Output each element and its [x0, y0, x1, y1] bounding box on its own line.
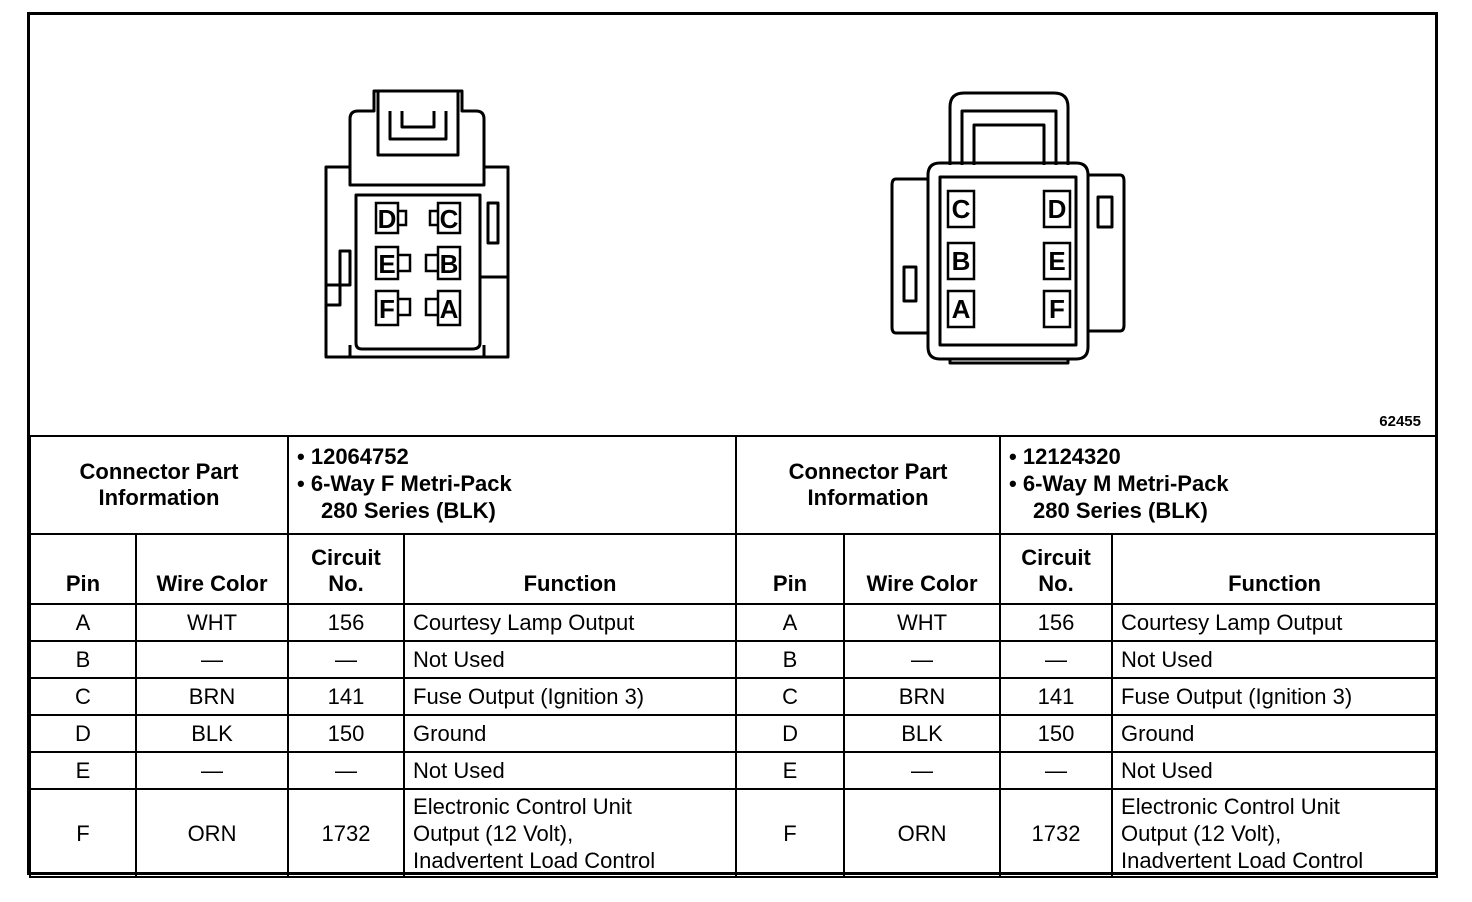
function-line: Electronic Control Unit — [1121, 793, 1340, 819]
connector-illustrations — [30, 15, 1435, 435]
pin-letter: B — [951, 246, 971, 276]
wire-color-cell: WHT — [136, 604, 288, 641]
connector-diagram-frame — [27, 12, 1438, 875]
column-header-row — [30, 534, 1437, 604]
male-pin-cavity — [948, 191, 974, 227]
pin-letter: B — [439, 249, 459, 279]
circuit-cell: 1732 — [288, 789, 404, 877]
description-line: 6-Way M Metri-Pack — [1022, 471, 1229, 496]
header-circuit-line2: No. — [1038, 571, 1074, 596]
wire-color-cell: ORN — [844, 789, 1000, 877]
wire-color-cell: ORN — [136, 789, 288, 877]
connector-description: • 6-Way M Metri-Pack — [1009, 471, 1229, 496]
header-wire-color: Wire Color — [844, 534, 1000, 604]
female-connector-drawing — [326, 91, 508, 357]
wire-color-cell: BLK — [844, 715, 1000, 752]
wire-color-cell: — — [136, 752, 288, 789]
pin-cell: A — [30, 604, 136, 641]
circuit-cell: 141 — [288, 678, 404, 715]
pin-letter: A — [439, 294, 459, 324]
pin-cell: F — [736, 789, 844, 877]
header-wire-color: Wire Color — [136, 534, 288, 604]
circuit-cell: — — [288, 641, 404, 678]
part-number: • 12064752 — [297, 444, 409, 469]
description-line: 280 Series (BLK) — [1033, 498, 1208, 523]
table-row — [30, 789, 1437, 877]
pin-letter: C — [439, 204, 459, 234]
circuit-cell: 141 — [1000, 678, 1112, 715]
header-function: Function — [1112, 534, 1437, 604]
connector-info-value — [1000, 436, 1437, 534]
header-pin: Pin — [30, 534, 136, 604]
header-circuit-line1: Circuit — [311, 545, 381, 570]
wire-color-cell: BRN — [844, 678, 1000, 715]
function-cell: Fuse Output (Ignition 3) — [1112, 678, 1437, 715]
wire-color-cell: — — [844, 641, 1000, 678]
function-cell: Ground — [1112, 715, 1437, 752]
table-row — [30, 752, 1437, 789]
pin-cell: C — [30, 678, 136, 715]
circuit-cell: — — [1000, 752, 1112, 789]
function-cell: Courtesy Lamp Output — [404, 604, 736, 641]
connector-info-label: Connector Part Information — [30, 436, 288, 534]
female-pin-cavity — [430, 203, 460, 234]
header-circuit — [1000, 534, 1112, 604]
pin-letter: F — [1049, 294, 1065, 324]
pin-cell: D — [30, 715, 136, 752]
wire-color-cell: BLK — [136, 715, 288, 752]
male-pin-cavity — [1044, 191, 1070, 227]
description-line: 280 Series (BLK) — [321, 498, 496, 523]
pin-cell: D — [736, 715, 844, 752]
function-cell — [404, 789, 736, 877]
function-cell: Ground — [404, 715, 736, 752]
function-cell — [1112, 789, 1437, 877]
male-pin-cavity — [1044, 243, 1070, 279]
connector-description: • 6-Way F Metri-Pack — [297, 471, 512, 496]
table-row — [30, 678, 1437, 715]
header-circuit-line2: No. — [328, 571, 364, 596]
female-pin-cavity — [376, 247, 410, 279]
part-number-text: 12124320 — [1022, 444, 1121, 469]
female-pin-cavity — [426, 291, 460, 325]
circuit-cell: — — [288, 752, 404, 789]
pin-cell: B — [736, 641, 844, 678]
connector-info-label: Connector Part Information — [736, 436, 1000, 534]
pin-cell: B — [30, 641, 136, 678]
male-pin-cavity — [948, 243, 974, 279]
pin-cell: E — [736, 752, 844, 789]
header-circuit — [288, 534, 404, 604]
wire-color-cell: BRN — [136, 678, 288, 715]
wire-color-cell: WHT — [844, 604, 1000, 641]
female-pin-cavity — [426, 247, 460, 279]
function-cell: Not Used — [1112, 641, 1437, 678]
connector-info-row — [30, 436, 1437, 534]
function-cell: Not Used — [404, 641, 736, 678]
header-circuit-line1: Circuit — [1021, 545, 1091, 570]
pin-letter: F — [379, 294, 395, 324]
function-line: Electronic Control Unit — [413, 793, 632, 819]
connector-info-value — [288, 436, 736, 534]
pin-letter: E — [1048, 246, 1066, 276]
pin-cell: E — [30, 752, 136, 789]
function-cell: Not Used — [1112, 752, 1437, 789]
pin-cell: F — [30, 789, 136, 877]
function-line: Output (12 Volt), — [1121, 820, 1282, 846]
circuit-cell: 1732 — [1000, 789, 1112, 877]
pin-letter: D — [377, 204, 397, 234]
reference-number: 62455 — [1379, 413, 1421, 430]
circuit-cell: 150 — [288, 715, 404, 752]
header-function: Function — [404, 534, 736, 604]
table-row — [30, 604, 1437, 641]
function-cell: Not Used — [404, 752, 736, 789]
male-connector-drawing — [892, 93, 1124, 363]
function-line: Inadvertent Load Control — [1121, 847, 1364, 873]
pin-letter: C — [951, 194, 971, 224]
circuit-cell: 156 — [288, 604, 404, 641]
function-line: Output (12 Volt), — [413, 820, 574, 846]
pin-cell: C — [736, 678, 844, 715]
pin-letter: D — [1047, 194, 1067, 224]
pin-letter: E — [378, 249, 396, 279]
male-pin-cavity — [1044, 291, 1070, 327]
connector-illustration-area — [30, 15, 1435, 435]
circuit-cell: 150 — [1000, 715, 1112, 752]
table-row — [30, 715, 1437, 752]
function-cell: Courtesy Lamp Output — [1112, 604, 1437, 641]
description-line: 6-Way F Metri-Pack — [310, 471, 512, 496]
connector-pinout-table — [29, 435, 1438, 878]
wire-color-cell: — — [844, 752, 1000, 789]
part-number-text: 12064752 — [310, 444, 409, 469]
part-number: • 12124320 — [1009, 444, 1121, 469]
header-pin: Pin — [736, 534, 844, 604]
female-pin-cavity — [376, 203, 406, 234]
pin-letter: A — [951, 294, 971, 324]
circuit-cell: — — [1000, 641, 1112, 678]
function-cell: Fuse Output (Ignition 3) — [404, 678, 736, 715]
circuit-cell: 156 — [1000, 604, 1112, 641]
female-pin-cavity — [376, 291, 410, 325]
male-pin-cavity — [948, 291, 974, 327]
wire-color-cell: — — [136, 641, 288, 678]
pin-cell: A — [736, 604, 844, 641]
function-line: Inadvertent Load Control — [413, 847, 656, 873]
table-row — [30, 641, 1437, 678]
